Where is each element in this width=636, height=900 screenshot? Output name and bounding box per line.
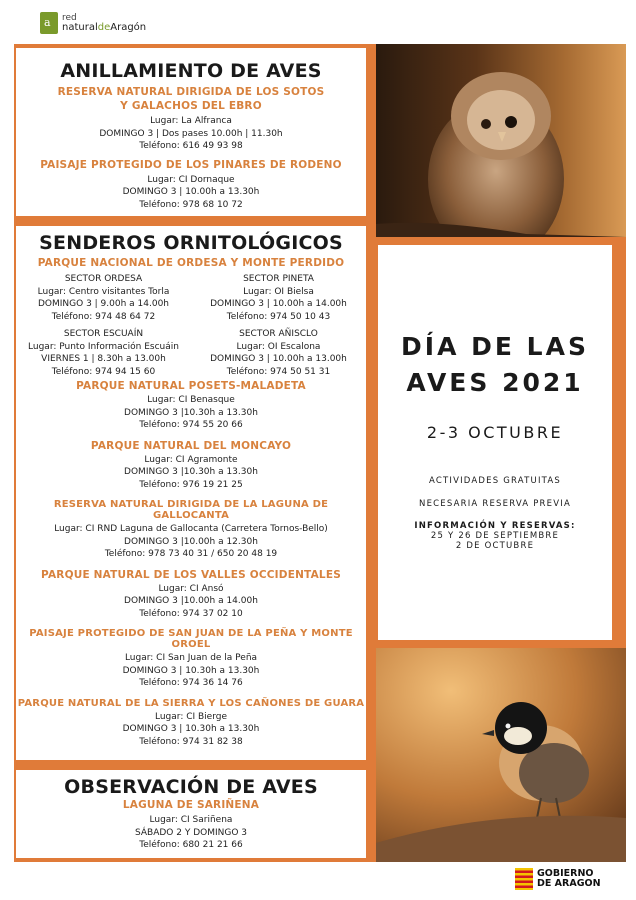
park-block: [16, 569, 366, 621]
park-horario: DOMINGO 3 |10.00h a 14.00h: [124, 596, 258, 606]
aragon-flag-icon: [515, 868, 533, 890]
ordesa-sectors-grid: [16, 273, 366, 378]
park-title: PARQUE NATURAL DE LOS VALLES OCCIDENTALES: [41, 568, 341, 581]
sector-lugar: Lugar: Centro visitantes Torla: [37, 286, 170, 297]
park-telefono: Teléfono: 974 31 82 38: [139, 736, 243, 747]
park-telefono: Teléfono: 978 73 40 31 / 650 20 48 19: [104, 549, 278, 559]
sector-card: [16, 328, 191, 378]
sector-lugar: Lugar: Punto Información Escuáin: [28, 341, 179, 352]
info-dates-1: 25 Y 26 DE SEPTIEMBRE: [430, 531, 560, 541]
senderos-title: SENDEROS ORNITOLÓGICOS: [39, 232, 343, 254]
park-horario: DOMINGO 3 | 10.30h a 13.30h: [122, 724, 260, 734]
logo-line-2: naturaldeAragón: [62, 22, 147, 33]
sector-name: SECTOR AÑISCLO: [239, 329, 318, 339]
ordesa-title: PARQUE NACIONAL DE ORDESA Y MONTE PERDIDO: [37, 257, 345, 269]
anillamiento-section: [16, 48, 366, 216]
footer-line-1: GOBIERNO: [537, 868, 594, 879]
sarinena-title: LAGUNA DE SARIÑENA: [122, 799, 260, 811]
park-title: PAISAJE PROTEGIDO DE SAN JUAN DE LA PEÑA Y MONTE OROEL: [29, 628, 353, 650]
sotos-lugar: Lugar: La Alfranca: [150, 116, 232, 126]
park-telefono: Teléfono: 974 37 02 10: [139, 608, 243, 619]
sector-telefono: Teléfono: 974 48 64 72: [51, 311, 156, 322]
park-lugar: Lugar: CI Agramonte: [144, 454, 238, 465]
sarinena-telefono: Teléfono: 680 21 21 66: [139, 840, 243, 850]
event-title-line-2: AVES 2021: [406, 368, 584, 397]
anillamiento-title: ANILLAMIENTO DE AVES: [60, 60, 322, 82]
footer-line-2: DE ARAGON: [537, 878, 601, 889]
leaf-logo-icon: [40, 12, 58, 34]
info-reservas-title: INFORMACIÓN Y RESERVAS:: [414, 521, 576, 531]
park-block: [16, 499, 366, 561]
sector-card: [191, 328, 366, 378]
red-natural-logo: [40, 10, 146, 36]
sector-card: [191, 273, 366, 323]
sector-horario: DOMINGO 3 | 10.00h a 14.00h: [210, 299, 347, 309]
park-lugar: Lugar: CI Bierge: [154, 711, 228, 722]
park-title: RESERVA NATURAL DIRIGIDA DE LA LAGUNA DE GALLOCANTA: [53, 499, 329, 521]
sotos-telefono: Teléfono: 616 49 93 98: [139, 141, 243, 151]
bird-illustration: [376, 648, 626, 862]
park-horario: DOMINGO 3 |10.00h a 12.30h: [124, 536, 258, 547]
sector-name: SECTOR ESCUAÍN: [63, 329, 144, 339]
rodeno-horario: DOMINGO 3 | 10.00h a 13.30h: [122, 187, 260, 197]
park-lugar: Lugar: CI Benasque: [147, 395, 235, 405]
park-telefono: Teléfono: 974 36 14 76: [139, 678, 243, 688]
park-title: PARQUE NATURAL DEL MONCAYO: [90, 439, 292, 452]
sector-telefono: Teléfono: 974 50 10 43: [226, 311, 331, 322]
gobierno-aragon-logo: [515, 868, 601, 890]
sector-lugar: Lugar: OI Bielsa: [243, 286, 314, 297]
rodeno-lugar: Lugar: CI Dornaque: [147, 174, 235, 185]
sector-lugar: Lugar: OI Escalona: [236, 341, 321, 352]
park-horario: DOMINGO 3 | 10.30h a 13.30h: [122, 665, 260, 676]
event-info-panel: [378, 245, 612, 640]
park-block: [16, 380, 366, 432]
sector-card: [16, 273, 191, 323]
sector-name: SECTOR PINETA: [243, 274, 314, 284]
sotos-title-1: RESERVA NATURAL DIRIGIDA DE LOS SOTOS: [57, 86, 325, 98]
owl-photo: [376, 44, 626, 237]
park-title: PARQUE NATURAL POSETS-MALADETA: [76, 380, 306, 392]
sarinena-lugar: Lugar: CI Sariñena: [149, 815, 233, 825]
sector-telefono: Teléfono: 974 50 51 31: [226, 366, 331, 377]
park-telefono: Teléfono: 976 19 21 25: [139, 479, 243, 490]
park-horario: DOMINGO 3 |10.30h a 13.30h: [124, 407, 258, 418]
park-lugar: Lugar: CI Ansó: [158, 583, 224, 594]
sotos-title-2: Y GALACHOS DEL EBRO: [120, 100, 262, 112]
rodeno-telefono: Teléfono: 978 68 10 72: [139, 199, 243, 210]
actividades-gratuitas: ACTIVIDADES GRATUITAS: [428, 476, 561, 486]
info-dates-2: 2 DE OCTUBRE: [455, 541, 535, 551]
sotos-horario: DOMINGO 3 | Dos pases 10.00h | 11.30h: [99, 128, 283, 139]
sarinena-horario: SÁBADO 2 Y DOMINGO 3: [135, 827, 247, 838]
sector-name: SECTOR ORDESA: [64, 274, 143, 284]
sector-horario: DOMINGO 3 | 9.00h a 14.00h: [37, 299, 169, 309]
park-title: PARQUE NATURAL DE LA SIERRA Y LOS CAÑONES DE GUARA: [17, 697, 365, 709]
tit-bird-photo: [376, 648, 626, 862]
sector-telefono: Teléfono: 974 94 15 60: [51, 366, 156, 377]
park-telefono: Teléfono: 974 55 20 66: [139, 420, 243, 430]
park-block: [16, 440, 366, 492]
reserva-previa: NECESARIA RESERVA PREVIA: [419, 499, 571, 509]
sector-horario: VIERNES 1 | 8.30h a 13.00h: [41, 354, 166, 364]
logo-line-1: red: [62, 13, 77, 23]
sector-horario: DOMINGO 3 | 10.00h a 13.00h: [210, 354, 347, 364]
observacion-section: [16, 770, 366, 858]
owl-illustration: [376, 44, 626, 237]
park-lugar: Lugar: CI San Juan de la Peña: [124, 653, 258, 663]
rodeno-title: PAISAJE PROTEGIDO DE LOS PINARES DE RODENO: [40, 158, 342, 171]
park-block: [16, 698, 366, 749]
park-block: [16, 628, 366, 690]
park-lugar: Lugar: CI RND Laguna de Gallocanta (Carretera Tornos-Bello): [54, 524, 328, 534]
park-horario: DOMINGO 3 |10.30h a 13.30h: [124, 467, 258, 477]
observacion-title: OBSERVACIÓN DE AVES: [64, 776, 318, 798]
senderos-section: [16, 226, 366, 760]
event-date: 2-3 OCTUBRE: [426, 423, 564, 442]
event-title-line-1: DÍA DE LAS: [401, 332, 589, 361]
